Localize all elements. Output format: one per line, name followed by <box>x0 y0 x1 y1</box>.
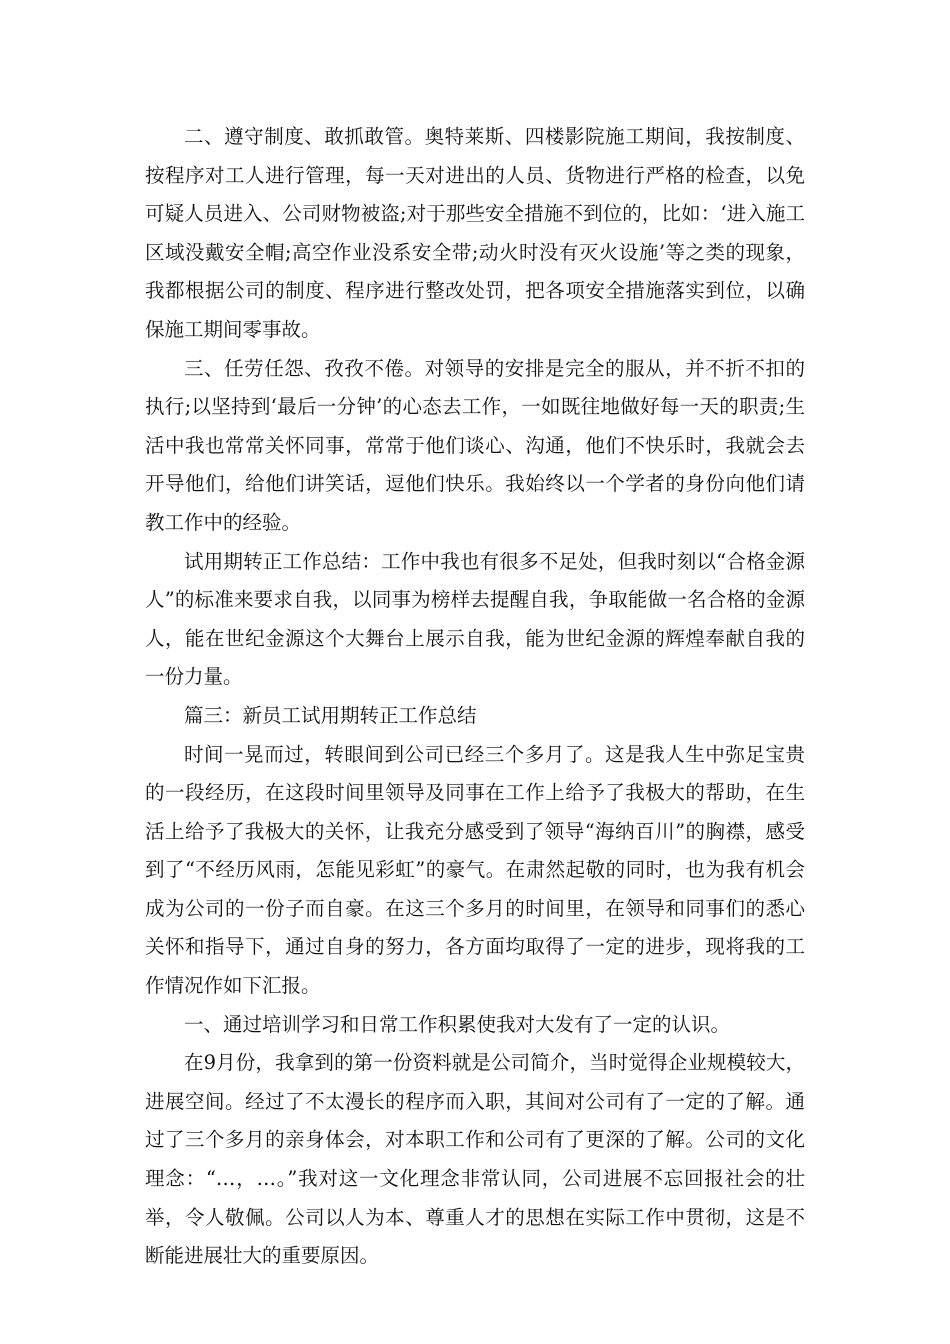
paragraph-rules-management: 二、遵守制度、敢抓敢管。奥特莱斯、四楼影院施工期间，我按制度、按程序对工人进行管理，每一天对进出的人员、货物进行严格的检查，以免可疑人员进入、公司财物被盗;对于那些安全措施不到位的，比如：‘进入施工区域没戴安全帽;高空作业没系安全带;动火时没有灭火设施’等之类的现象，我都根据公司的制度、程序进行整改处罚，把各项安全措施落实到位，以确保施工期间零事故。 <box>145 125 805 341</box>
document-page <box>145 118 805 1276</box>
paragraph-training-heading: 一、通过培训学习和日常工作积累使我对大发有了一定的认识。 <box>184 1012 731 1036</box>
section-heading-part-three: 篇三：新员工试用期转正工作总结 <box>184 703 477 727</box>
paragraph-company-culture: 在9月份，我拿到的第一份资料就是公司简介，当时觉得企业规模较大，进展空间。经过了不太漫长的程序而入职，其间对公司有了一定的了解。通过了三个多月的亲身体会，对本职工作和公司有了更深的了解。公司的文化理念：“…，…。”我对这一文化理念非常认同，公司进展不忘回报社会的壮举，令人敬佩。公司以人为本、尊重人才的思想在实际工作中贯彻，这是不断能进展壮大的重要原因。 <box>145 1051 805 1268</box>
paragraph-probation-summary: 试用期转正工作总结：工作中我也有很多不足处，但我时刻以“合格金源人”的标准来要求自我，以同事为榜样去提醒自我，争取能做一名合格的金源人，能在世纪金源这个大舞台上展示自我，能为世纪金源的辉煌奉献自我的一份力量。 <box>145 549 805 689</box>
paragraph-introduction: 时间一晃而过，转眼间到公司已经三个多月了。这是我人生中弥足宝贵的一段经历，在这段时间里领导及同事在工作上给予了我极大的帮助，在生活上给予了我极大的关怀，让我充分感受到了领导“海纳百川”的胸襟，感受到了“不经历风雨，怎能见彩虹”的豪气。在肃然起敬的同时，也为我有机会成为公司的一份子而自豪。在这三个多月的时间里，在领导和同事们的悉心关怀和指导下，通过自身的努力，各方面均取得了一定的进步，现将我的工作情况作如下汇报。 <box>145 742 805 998</box>
paragraph-diligence: 三、任劳任怨、孜孜不倦。对领导的安排是完全的服从，并不折不扣的执行;以坚持到‘最后一分钟’的心态去工作，一如既往地做好每一天的职责;生活中我也常常关怀同事，常常于他们谈心、沟通，他们不快乐时，我就会去开导他们，给他们讲笑话，逗他们快乐。我始终以一个学者的身份向他们请教工作中的经验。 <box>145 356 805 534</box>
